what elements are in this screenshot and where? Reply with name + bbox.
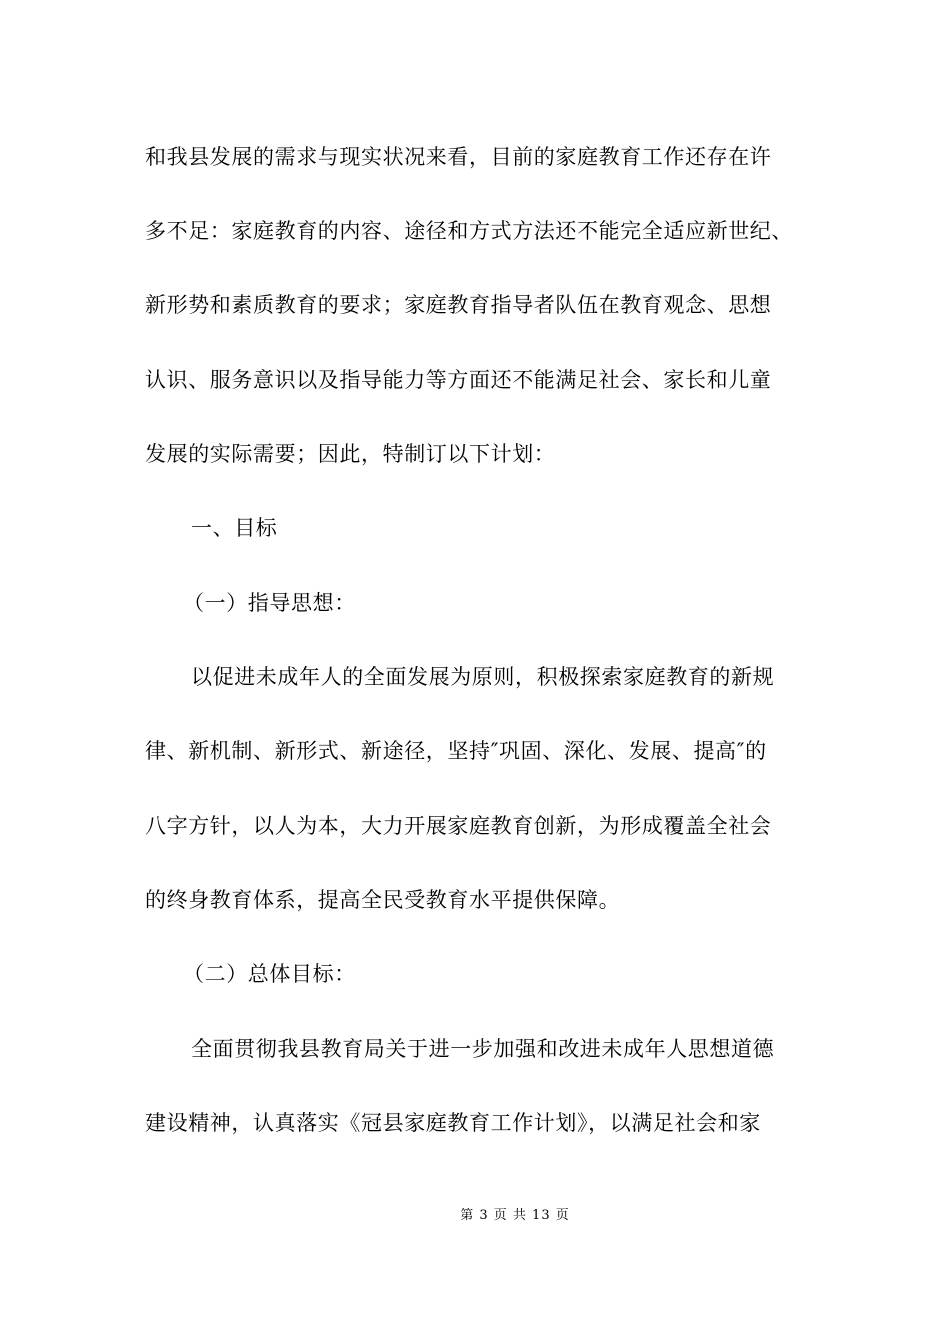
body-text-line: 多不足：家庭教育的内容、途径和方式方法还不能完全适应新世纪、: [145, 219, 793, 243]
section-heading: 一、目标: [191, 516, 278, 540]
body-text-line: 的终身教育体系，提高全民受教育水平提供保障。: [145, 888, 621, 912]
subsection-heading: （二）总体目标：: [183, 962, 356, 986]
body-text-line: 八字方针，以人为本，大力开展家庭教育创新，为形成覆盖全社会: [145, 814, 772, 838]
page-number-footer: 第 3 页 共 13 页: [460, 1208, 570, 1223]
body-text-line: 建设精神，认真落实《冠县家庭教育工作计划》，以满足社会和家: [145, 1111, 761, 1135]
subsection-heading: （一）指导思想：: [183, 591, 356, 615]
body-text-line: 以促进未成年人的全面发展为原则，积极探索家庭教育的新规: [191, 665, 775, 689]
body-text-line: 新形势和素质教育的要求；家庭教育指导者队伍在教育观念、思想: [145, 293, 772, 317]
body-text-line: 律、新机制、新形式、新途径，坚持″巩固、深化、发展、提高″的: [145, 739, 767, 763]
body-text-line: 和我县发展的需求与现实状况来看，目前的家庭教育工作还存在许: [145, 145, 772, 169]
body-text-line: 发展的实际需要；因此，特制订以下计划：: [145, 442, 556, 466]
body-text-line: 全面贯彻我县教育局关于进一步加强和改进未成年人思想道德: [191, 1037, 775, 1061]
body-text-line: 认识、服务意识以及指导能力等方面还不能满足社会、家长和儿童: [145, 368, 772, 392]
